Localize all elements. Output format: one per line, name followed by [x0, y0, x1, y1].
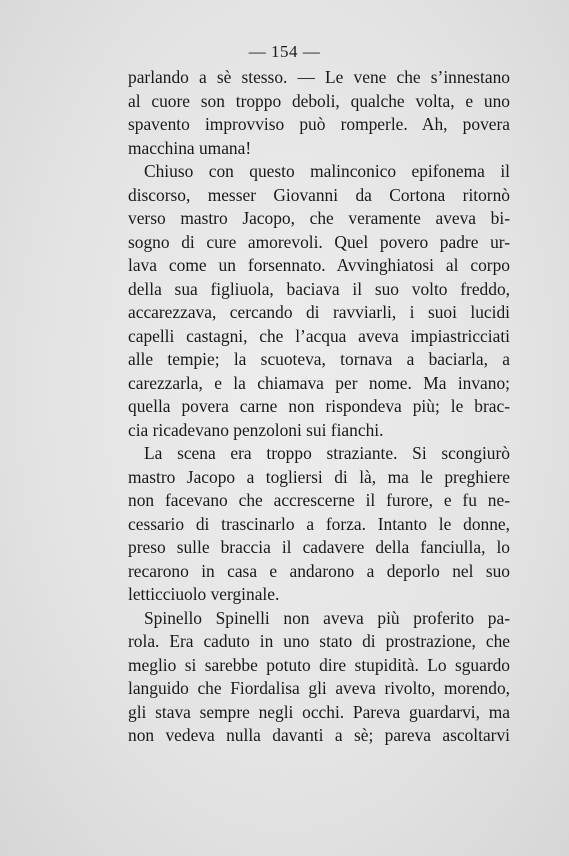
- text-line: mastro Jacopo a togliersi di là, ma le preghiere: [128, 466, 510, 487]
- text-line: meglio si sarebbe potuto dire stupidità. Lo sguardo: [128, 654, 510, 675]
- text-line: della sua figliuola, baciava il suo volto freddo,: [128, 278, 510, 299]
- text-line: macchina umana!: [128, 137, 252, 158]
- text-line: cessario di trascinarlo a forza. Intanto le donne,: [128, 513, 510, 534]
- body-text: [128, 66, 510, 748]
- text-line: parlando a sè stesso. — Le vene che s’innestano: [128, 67, 510, 87]
- page-number: — 154 —: [248, 42, 321, 61]
- text-line: letticciuolo verginale.: [128, 584, 280, 604]
- text-line: non facevano che accrescerne il furore, e fu ne-: [128, 490, 510, 510]
- text-line: La scena era troppo straziante. Si scongiurò: [144, 443, 510, 463]
- text-line: capelli castagni, che l’acqua aveva impiastricciati: [128, 325, 510, 346]
- text-line: rola. Era caduto in uno stato di prostrazione, che: [128, 631, 510, 651]
- text-line: spavento improvviso può romperle. Ah, povera: [128, 114, 510, 134]
- text-line: Chiuso con questo malinconico epifonema il: [144, 161, 510, 181]
- text-line: lava come un forsennato. Avvinghiatosi al corpo: [128, 255, 510, 275]
- text-line: languido che Fiordalisa gli aveva rivolto, morendo,: [128, 678, 510, 698]
- text-line: verso mastro Jacopo, che veramente aveva bi-: [128, 208, 510, 228]
- text-line: cia ricadevano penzoloni sui fianchi.: [128, 419, 384, 440]
- text-line: non vedeva nulla davanti a sè; pareva ascoltarvi: [128, 725, 510, 745]
- text-line: Spinello Spinelli non aveva più proferito pa-: [144, 607, 510, 628]
- text-line: gli stava sempre negli occhi. Pareva guardarvi, ma: [128, 701, 510, 722]
- text-line: al cuore son troppo deboli, qualche volta, e uno: [128, 90, 510, 111]
- text-line: alle tempie; la scuoteva, tornava a baciarla, a: [128, 349, 510, 369]
- text-line: sogno di cure amorevoli. Quel povero padre ur-: [128, 231, 510, 252]
- text-line: preso sulle braccia il cadavere della fanciulla, lo: [128, 537, 510, 557]
- text-line: quella povera carne non rispondeva più; le brac-: [128, 396, 510, 416]
- text-line: accarezzava, cercando di ravviarli, i suoi lucidi: [128, 302, 510, 322]
- text-line: discorso, messer Giovanni da Cortona ritornò: [128, 184, 510, 205]
- text-line: recarono in casa e andarono a deporlo nel suo: [128, 560, 510, 581]
- text-line: carezzarla, e la chiamava per nome. Ma invano;: [128, 372, 510, 393]
